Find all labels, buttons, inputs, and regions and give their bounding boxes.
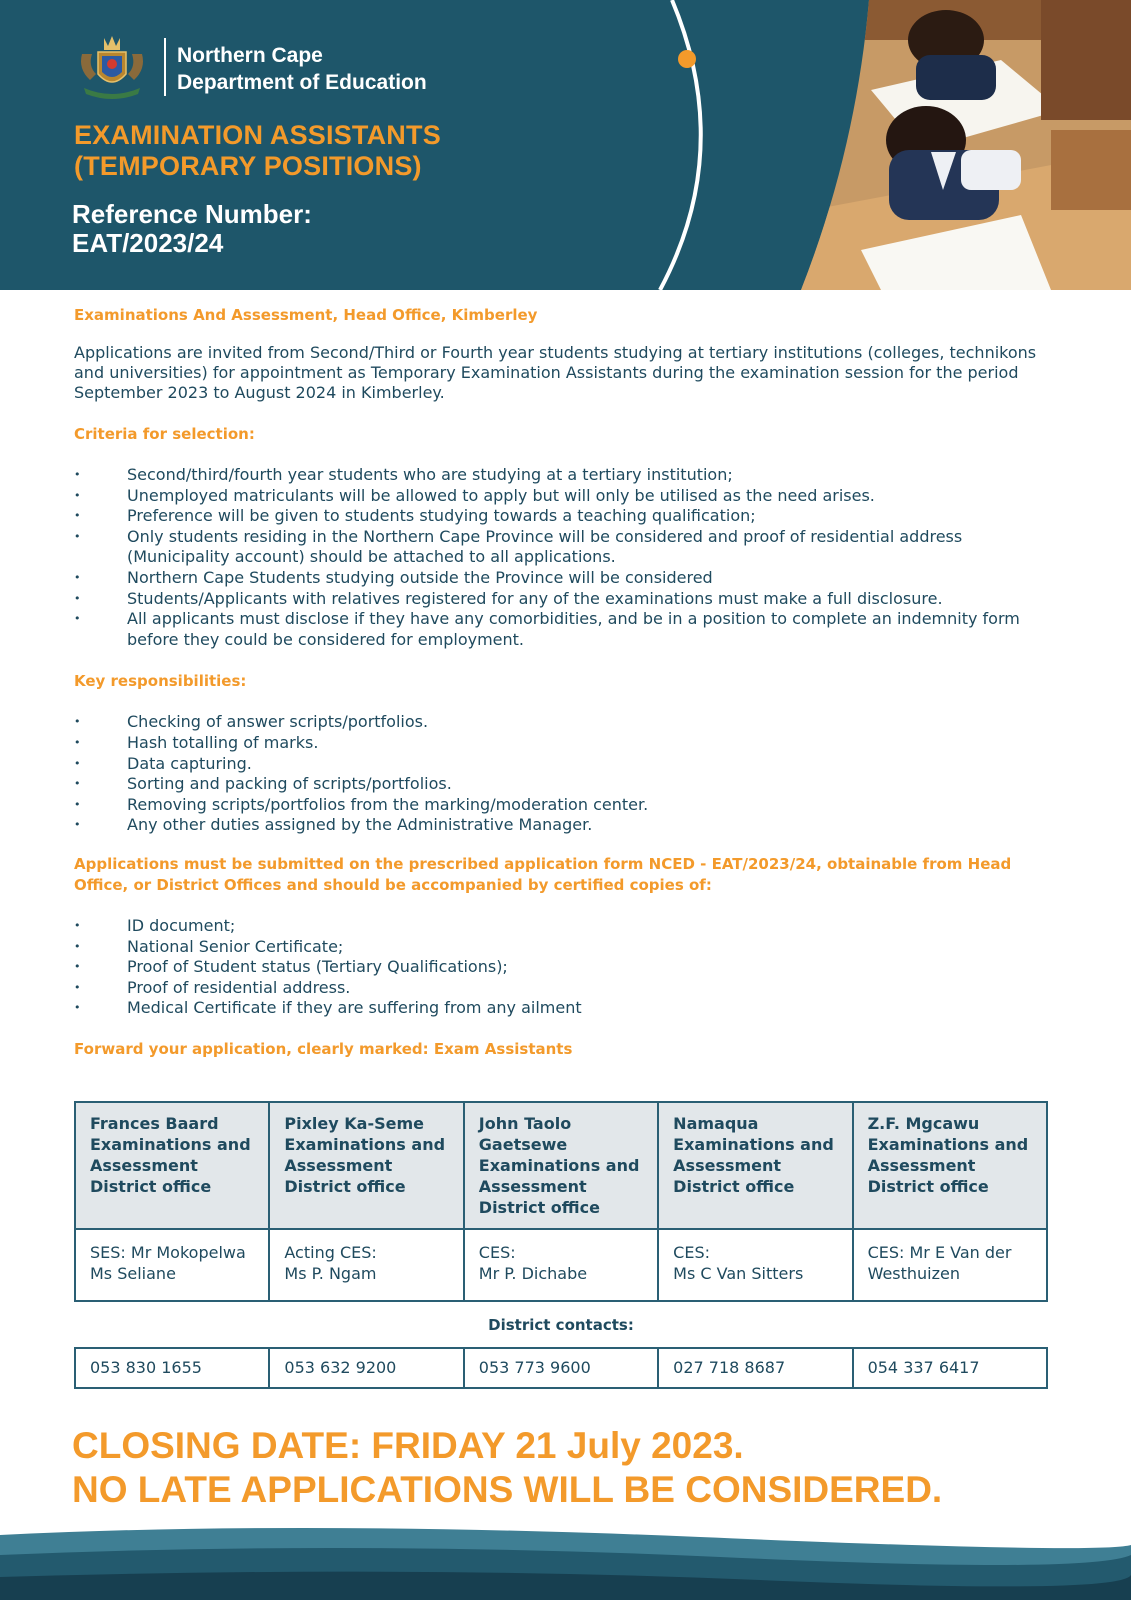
table-row	[75, 1348, 1047, 1388]
official-line: Acting CES:	[284, 1243, 377, 1262]
brand-divider	[164, 38, 166, 96]
district-offices-table	[74, 1101, 1048, 1302]
job-title-line1: EXAMINATION ASSISTANTS	[74, 120, 441, 150]
department-name-line1: Northern Cape	[177, 44, 323, 67]
criteria-list	[74, 465, 1064, 650]
district-contacts-table	[74, 1347, 1048, 1389]
phone-cell: 053 773 9600	[464, 1348, 658, 1388]
list-item: • Proof of Student status (Tertiary Qualifications);	[74, 957, 1064, 978]
official-line: CES: Mr E Van der	[867, 1243, 1012, 1262]
department-name	[177, 42, 427, 96]
advert-body	[74, 305, 1064, 1060]
list-item: • Removing scripts/portfolios from the marking/moderation center.	[74, 795, 1064, 816]
district-official-cell	[75, 1229, 269, 1301]
department-name-line2: Department of Education	[177, 71, 427, 94]
official-line: Westhuizen	[867, 1264, 961, 1283]
responsibilities-heading: Key responsibilities:	[74, 672, 247, 691]
reference-number	[72, 200, 312, 258]
phone-cell: 053 632 9200	[269, 1348, 463, 1388]
district-name-cell: Z.F. Mgcawu Examinations and Assessment District office	[853, 1102, 1047, 1229]
official-line: SES: Mr Mokopelwa	[90, 1243, 246, 1262]
closing-line2: NO LATE APPLICATIONS WILL BE CONSIDERED.	[72, 1469, 943, 1510]
district-name-cell: John Taolo Gaetsewe Examinations and Assessment District office	[464, 1102, 658, 1229]
official-line: Ms C Van Sitters	[673, 1264, 804, 1283]
list-item: • ID document;	[74, 916, 1064, 937]
list-item: • Northern Cape Students studying outside the Province will be considered	[74, 568, 1064, 589]
official-line: Mr P. Dichabe	[478, 1264, 588, 1283]
table-row	[75, 1102, 1047, 1229]
district-official-cell	[853, 1229, 1047, 1301]
district-official-cell	[658, 1229, 852, 1301]
closing-date-notice	[72, 1424, 942, 1512]
district-name-cell: Frances Baard Examinations and Assessment District office	[75, 1102, 269, 1229]
documents-list	[74, 916, 1064, 1019]
location-heading: Examinations And Assessment, Head Office, Kimberley	[74, 306, 538, 324]
intro-paragraph: Applications are invited from Second/Third or Fourth year students studying at tertiary institutions (colleges, technikons and universities) for appointment as Temporary Examination Assistants during the examination session for the period September 2023 to August 2024 in Kimberley.	[74, 343, 1037, 402]
closing-line1: CLOSING DATE: FRIDAY 21 July 2023.	[72, 1425, 744, 1466]
district-official-cell	[269, 1229, 463, 1301]
header-banner	[0, 0, 1131, 290]
responsibilities-list	[74, 712, 1064, 836]
district-name-cell: Namaqua Examinations and Assessment District office	[658, 1102, 852, 1229]
official-line: Ms Seliane	[90, 1264, 176, 1283]
table-row	[75, 1229, 1047, 1301]
phone-cell: 054 337 6417	[853, 1348, 1047, 1388]
criteria-heading: Criteria for selection:	[74, 425, 255, 443]
phone-cell: 053 830 1655	[75, 1348, 269, 1388]
official-line: CES:	[673, 1243, 710, 1262]
district-contacts-label: District contacts:	[488, 1316, 634, 1334]
phone-cell: 027 718 8687	[658, 1348, 852, 1388]
list-item: • Only students residing in the Northern Cape Province will be considered and proof of residential address (Municipality account) should be attached to all applications.	[74, 527, 1064, 568]
official-line: CES:	[478, 1243, 516, 1262]
list-item: • Unemployed matriculants will be allowed to apply but will only be utilised as the need arises.	[74, 486, 1064, 507]
district-name-cell: Pixley Ka-Seme Examinations and Assessment District office	[269, 1102, 463, 1229]
district-official-cell	[464, 1229, 658, 1301]
job-title-line2: (TEMPORARY POSITIONS)	[74, 151, 422, 181]
list-item: • Medical Certificate if they are suffering from any ailment	[74, 998, 1064, 1019]
students-writing-photo	[801, 0, 1131, 290]
list-item: • National Senior Certificate;	[74, 937, 1064, 958]
list-item: • Checking of answer scripts/portfolios.	[74, 712, 1064, 733]
footer-waves	[0, 1525, 1131, 1600]
list-item: • Preference will be given to students studying towards a teaching qualification;	[74, 506, 1064, 527]
list-item: • All applicants must disclose if they have any comorbidities, and be in a position to complete an indemnity form before they could be considered for employment.	[74, 609, 1064, 650]
job-title	[74, 120, 441, 182]
coat-of-arms-logo	[72, 34, 152, 100]
forward-instruction: Forward your application, clearly marked: Exam Assistants	[74, 1039, 573, 1058]
list-item: • Data capturing.	[74, 754, 1064, 775]
list-item: • Proof of residential address.	[74, 978, 1064, 999]
submission-heading: Applications must be submitted on the prescribed application form NCED - EAT/2023/24, obtainable from Head Office, or District Offices and should be accompanied by certified copies of:	[74, 854, 1012, 894]
official-line: Ms P. Ngam	[284, 1264, 377, 1283]
list-item: • Hash totalling of marks.	[74, 733, 1064, 754]
list-item: • Second/third/fourth year students who are studying at a tertiary institution;	[74, 465, 1064, 486]
list-item: • Students/Applicants with relatives registered for any of the examinations must make a full disclosure.	[74, 589, 1064, 610]
reference-value: EAT/2023/24	[72, 228, 224, 258]
reference-label: Reference Number:	[72, 199, 312, 229]
list-item: • Any other duties assigned by the Administrative Manager.	[74, 815, 1064, 836]
list-item: • Sorting and packing of scripts/portfolios.	[74, 774, 1064, 795]
